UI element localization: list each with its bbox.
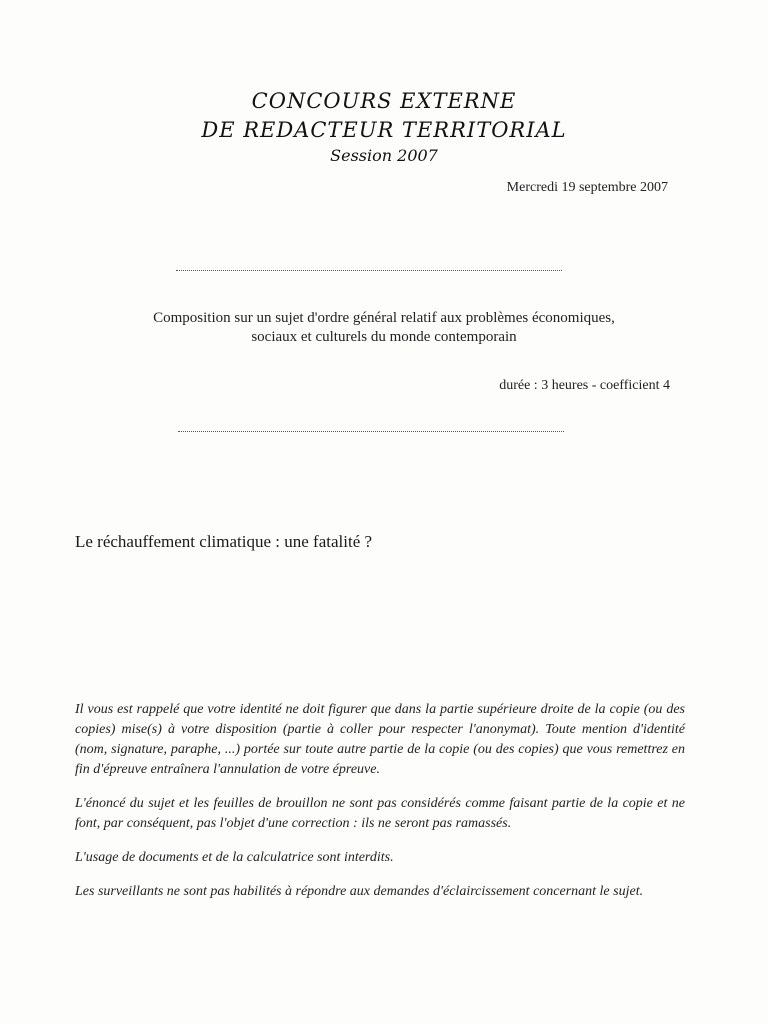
instruction-supervisors: Les surveillants ne sont pas habilités à répondre aux demandes d'éclaircissement concernant le sujet. [75,884,644,899]
session-label: Session 2007 [330,146,438,165]
dotted-divider-bottom [178,431,564,432]
subject-line-2: sociaux et culturels du monde contemporain [251,329,517,345]
title-line-1: CONCOURS EXTERNE [251,89,517,113]
instruction-anonymity: Il vous est rappelé que votre identité ne doit figurer que dans la partie supérieure droite de la copie (ou des copies) mise(s) à votre disposition (partie à coller pour respecter l'anonymat). Toute mention d'identité (nom, signature, paraphe, ...) portée sur toute autre partie de la copie (ou des copies) que vous remettrez en fin d'épreuve entraînera l'annulation de votre épreuve. [75,702,685,777]
instructions-block [75,700,685,916]
instruction-drafts: L'énoncé du sujet et les feuilles de brouillon ne sont pas considérés comme faisant partie de la copie et ne font, par conséquent, pas l'objet d'une correction : ils ne seront pas ramassés. [75,796,685,831]
title-line-2: DE REDACTEUR TERRITORIAL [201,118,567,142]
subject-line-1: Composition sur un sujet d'ordre général relatif aux problèmes économiques, [153,310,615,326]
essay-topic: Le réchauffement climatique : une fatalité ? [75,532,373,551]
instruction-documents: L'usage de documents et de la calculatrice sont interdits. [75,850,394,865]
exam-duration: durée : 3 heures - coefficient 4 [499,378,670,393]
exam-date: Mercredi 19 septembre 2007 [506,180,668,195]
dotted-divider-top [176,270,562,271]
exam-subject [0,309,768,347]
